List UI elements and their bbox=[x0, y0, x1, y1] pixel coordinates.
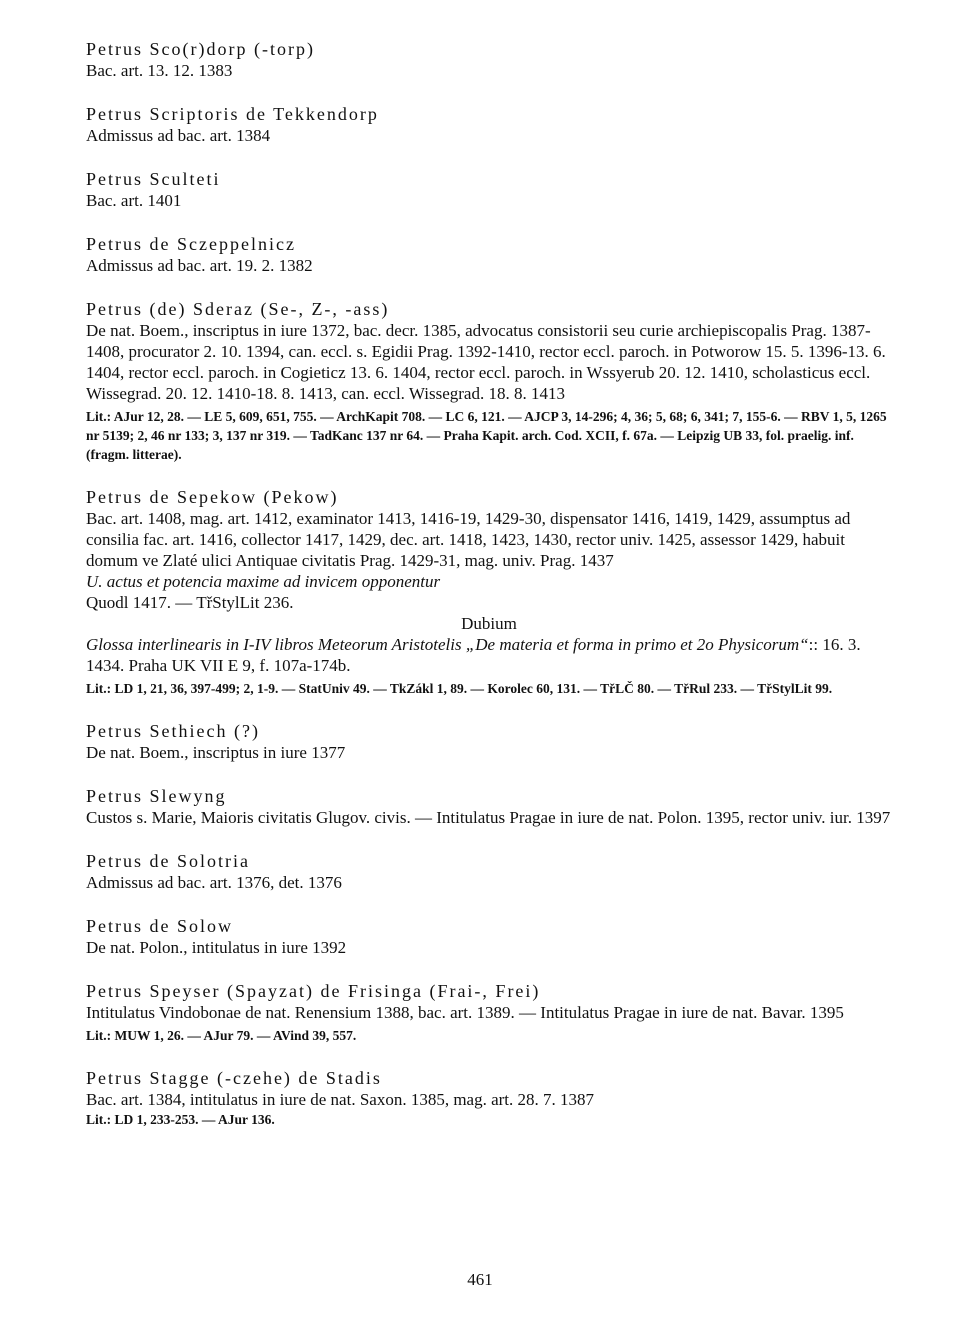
entry bbox=[86, 486, 892, 698]
page-number: 461 bbox=[467, 1270, 493, 1289]
entry-name: Petrus Slewyng bbox=[86, 786, 227, 806]
entry-text: De nat. Polon., intitulatus in iure 1392 bbox=[86, 938, 347, 957]
entry-text: Bac. art. 1384, intitulatus in iure de nat. Saxon. 1385, mag. art. 28. 7. 1387 bbox=[86, 1090, 595, 1109]
entry-text: Admissus ad bac. art. 19. 2. 1382 bbox=[86, 256, 313, 275]
entry bbox=[86, 980, 892, 1045]
entry bbox=[86, 168, 892, 211]
entry bbox=[86, 915, 892, 958]
entry-name: Petrus Stagge (-czehe) de Stadis bbox=[86, 1068, 382, 1088]
dubium-heading: Dubium bbox=[461, 614, 517, 633]
literature-references: Lit.: AJur 12, 28. — LE 5, 609, 651, 755. — ArchKapit 708. — LC 6, 121. — AJCP 3, 14-296; 4, 36; 5, 68; 6, 341; 7, 155-6. — RBV 1, 5, 1265 nr 5139; 2, 46 nr 133; 3, 137 nr 319. — TadKanc 137 nr 64. — Praha Kapit. arch. Cod. XCII, f. 67a. — Leipzig UB 33, fol. praelig. inf. (fragm. litterae). bbox=[86, 409, 887, 462]
literature-references: Lit.: MUW 1, 26. — AJur 79. — AVind 39, 557. bbox=[86, 1028, 357, 1043]
entry-text: Intitulatus Vindobonae de nat. Renensium 1388, bac. art. 1389. — Intitulatus Pragae in iure de nat. Bavar. 1395 bbox=[86, 1003, 844, 1022]
entry-name: Petrus Sco(r)dorp (-torp) bbox=[86, 39, 315, 59]
page-content bbox=[86, 38, 892, 1151]
entry-name: Petrus (de) Sderaz (Se-, Z-, -ass) bbox=[86, 299, 390, 319]
work-title: U. actus et potencia maxime ad invicem opponentur bbox=[86, 572, 441, 591]
entry bbox=[86, 720, 892, 763]
entry-text: Admissus ad bac. art. 1376, det. 1376 bbox=[86, 873, 342, 892]
entry-name: Petrus de Solow bbox=[86, 916, 233, 936]
entry bbox=[86, 103, 892, 146]
work-reference: :: 16. 3. 1434. Praha UK VII E 9, f. 107a-174b. bbox=[86, 635, 861, 675]
entry bbox=[86, 233, 892, 276]
literature-references: Lit.: LD 1, 21, 36, 397-499; 2, 1-9. — StatUniv 49. — TkZákl 1, 89. — Korolec 60, 131. — TřLČ 80. — TřRul 233. — TřStylLit 99. bbox=[86, 681, 833, 696]
entry-text: De nat. Boem., inscriptus in iure 1372, bac. decr. 1385, advocatus consistorii seu curie archiepiscopalis Prag. 1387-1408, procurator 2. 10. 1394, can. eccl. s. Egidii Prag. 1392-1410, rector eccl. paroch. in Potworow 15. 5. 1396-13. 6. 1404, rector eccl. paroch. in Cogieticz 13. 6. 1404, rector eccl. paroch. in Wssyerub 20. 12. 1410, scholasticus eccl. Wissegrad. 20. 12. 1410-18. 8. 1413, can. eccl. Wissegrad. 18. 8. 1413 bbox=[86, 321, 886, 403]
entry-text: Admissus ad bac. art. 1384 bbox=[86, 126, 271, 145]
entry bbox=[86, 850, 892, 893]
entry-name: Petrus de Sepekow (Pekow) bbox=[86, 487, 339, 507]
entry-name: Petrus Sethiech (?) bbox=[86, 721, 260, 741]
entry-text: De nat. Boem., inscriptus in iure 1377 bbox=[86, 743, 346, 762]
entry-name: Petrus Sculteti bbox=[86, 169, 221, 189]
entry bbox=[86, 1067, 892, 1129]
entry bbox=[86, 38, 892, 81]
entry-text: Bac. art. 1401 bbox=[86, 191, 182, 210]
entry-text: Custos s. Marie, Maioris civitatis Glugov. civis. — Intitulatus Pragae in iure de nat. Polon. 1395, rector univ. iur. 1397 bbox=[86, 808, 891, 827]
work-title: Glossa interlinearis in I-IV libros Meteorum Aristotelis „De materia et forma in primo et 2o Physicorum“ bbox=[86, 635, 809, 654]
entry-name: Petrus Scriptoris de Tekkendorp bbox=[86, 104, 379, 124]
entry-name: Petrus de Solotria bbox=[86, 851, 250, 871]
entry bbox=[86, 298, 892, 464]
entry-text: Bac. art. 1408, mag. art. 1412, examinator 1413, 1416-19, 1429-30, dispensator 1416, 1419, 1429, assumptus ad consilia fac. art. 1416, collector 1417, 1429, dec. art. 1418, 1423, 1430, rector univ. 1425, assessor 1429, habuit domum ve Zlaté ulici Antiquae civitatis Prag. 1429-31, mag. univ. Prag. 1437 bbox=[86, 509, 851, 570]
entry-name: Petrus Speyser (Spayzat) de Frisinga (Frai-, Frei) bbox=[86, 981, 541, 1001]
work-reference: Quodl 1417. — TřStylLit 236. bbox=[86, 593, 294, 612]
literature-references: Lit.: LD 1, 233-253. — AJur 136. bbox=[86, 1112, 275, 1127]
entry-text: Bac. art. 13. 12. 1383 bbox=[86, 61, 233, 80]
entry-name: Petrus de Sczeppelnicz bbox=[86, 234, 296, 254]
entry bbox=[86, 785, 892, 828]
